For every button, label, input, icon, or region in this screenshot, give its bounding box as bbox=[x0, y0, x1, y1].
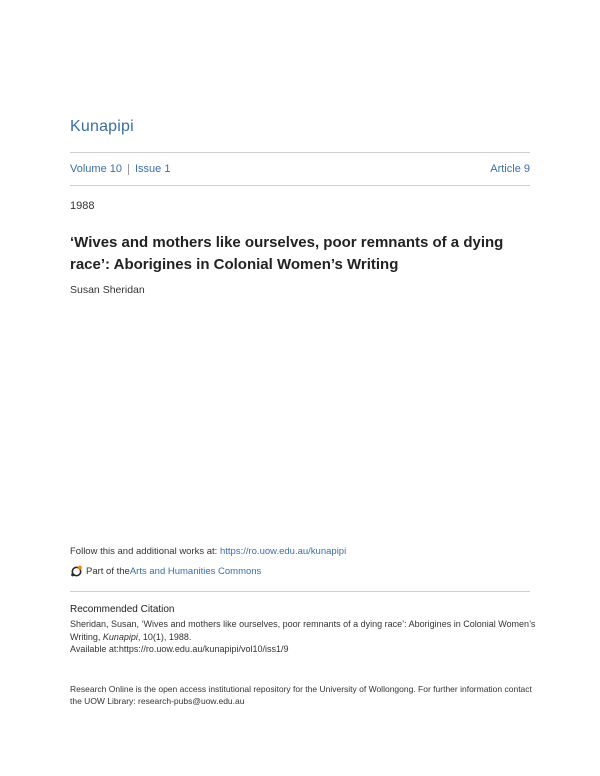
citation-text bbox=[70, 618, 540, 656]
issue-separator bbox=[128, 164, 129, 175]
bottom-divider bbox=[70, 185, 530, 186]
available-url[interactable]: https://ro.uow.edu.au/kunapipi/vol10/iss1/9 bbox=[118, 644, 289, 654]
paper-title: ‘Wives and mothers like ourselves, poor remnants of a dying race’: Aborigines in Colonial Women’s Writing bbox=[70, 234, 504, 273]
citation-line: Sheridan, Susan, ‘Wives and mothers like ourselves, poor remnants of a dying race’: Aborigines in Colonial Women’s Writing, bbox=[70, 619, 536, 642]
network-icon bbox=[70, 565, 83, 578]
part-of-prefix: Part of the bbox=[86, 566, 130, 577]
publication-year: 1988 bbox=[70, 200, 95, 212]
citation-details: , 10(1), 1988. bbox=[137, 631, 192, 642]
part-of-line bbox=[70, 565, 261, 578]
follow-line bbox=[70, 546, 346, 557]
citation-heading: Recommended Citation bbox=[70, 604, 175, 615]
journal-title-link[interactable]: Kunapipi bbox=[70, 118, 134, 135]
kunapipi-url-link[interactable]: https://ro.uow.edu.au/kunapipi bbox=[219, 546, 347, 557]
top-divider bbox=[70, 152, 530, 153]
issue-link[interactable]: Issue 1 bbox=[134, 163, 171, 175]
article-link[interactable]: Article 9 bbox=[490, 163, 530, 175]
citation-journal: Kunapipi bbox=[102, 631, 138, 642]
follow-prefix: Follow this and additional works at: bbox=[70, 546, 220, 557]
volume-link[interactable]: Volume 10 bbox=[70, 163, 122, 175]
footer-note: Research Online is the open access institutional repository for the University of Wollongong. For further information contact the UOW Library: research-pubs@uow.edu.au bbox=[70, 684, 532, 706]
arts-humanities-commons-link[interactable]: Arts and Humanities Commons bbox=[129, 566, 262, 577]
citation-divider bbox=[70, 591, 530, 592]
available-prefix: Available at: bbox=[70, 644, 119, 654]
author-name: Susan Sheridan bbox=[70, 284, 145, 296]
issue-bar bbox=[70, 163, 530, 175]
